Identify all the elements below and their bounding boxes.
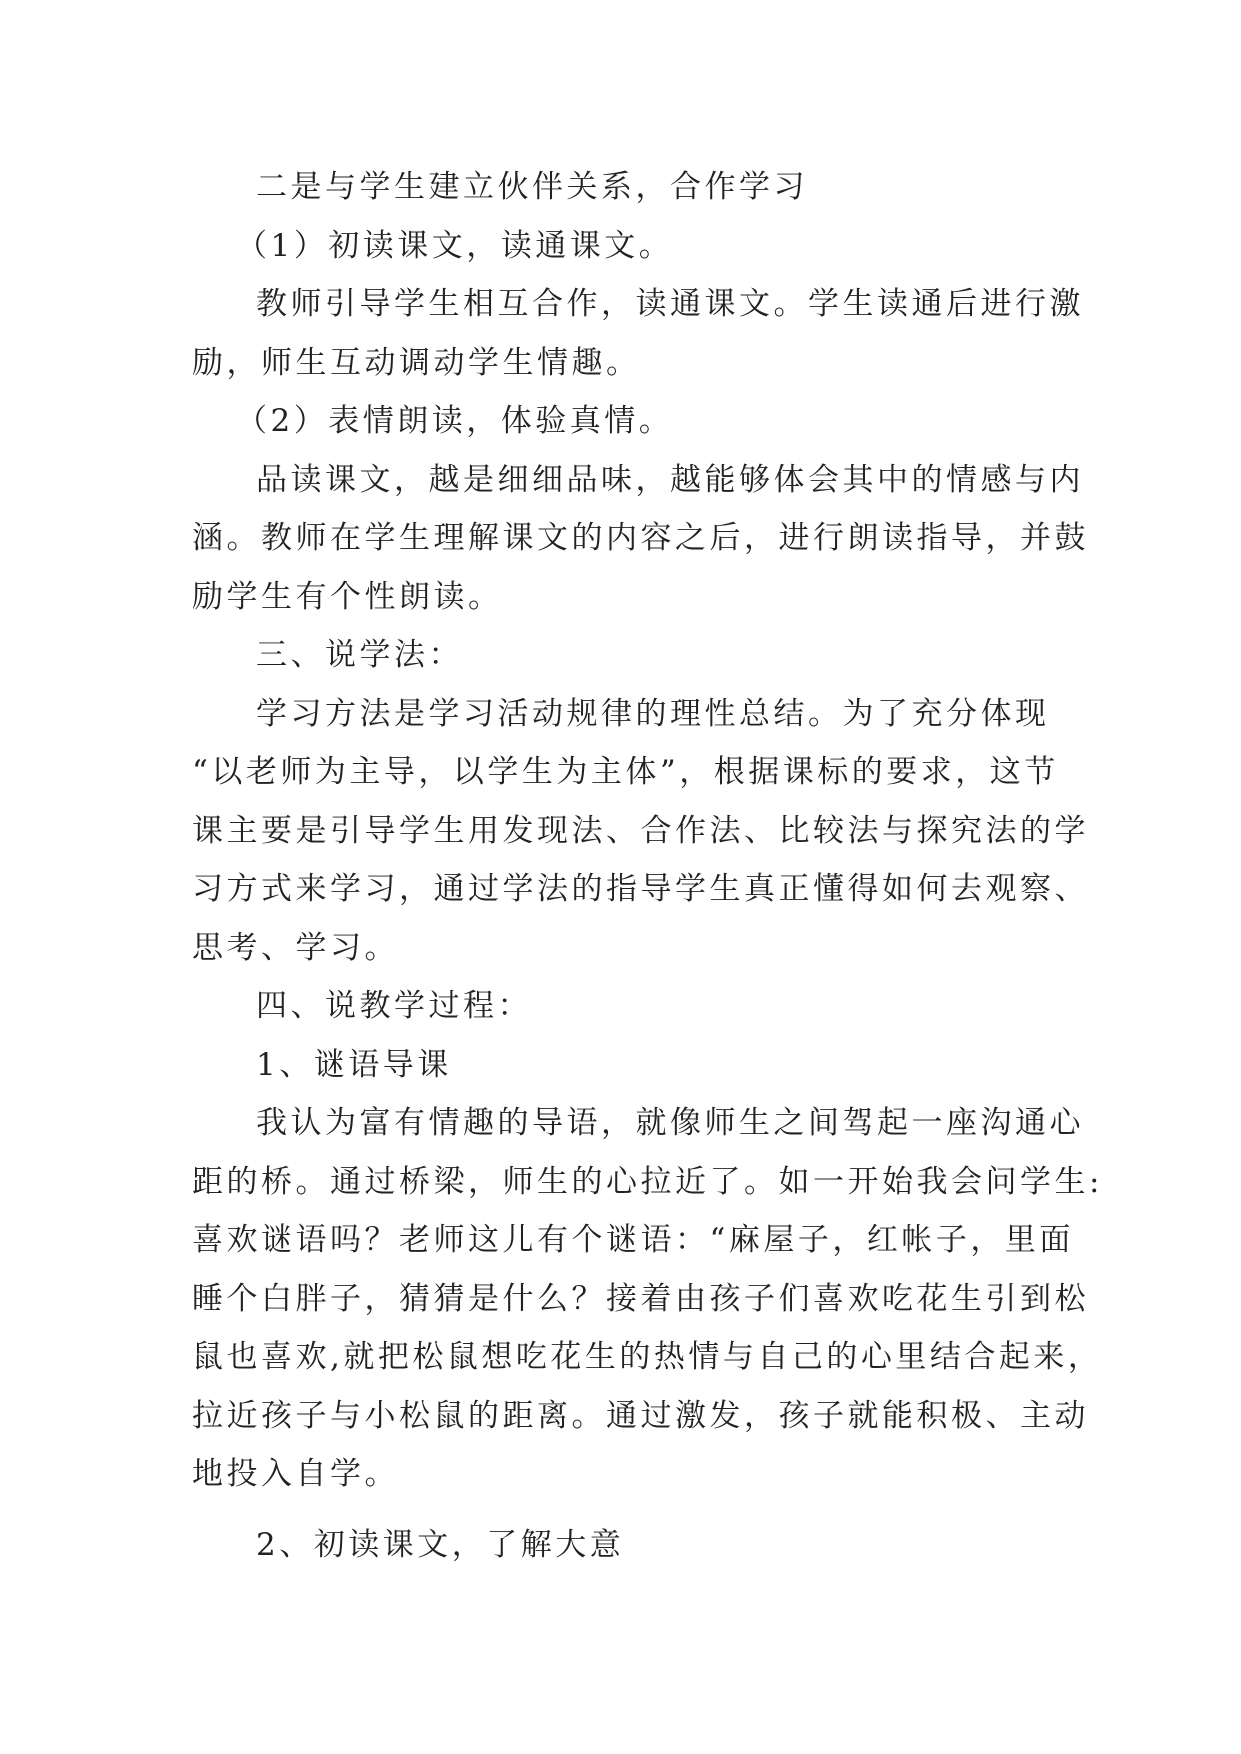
text-line: 习方式来学习，通过学法的指导学生真正懂得如何去观察、 [192,871,1089,907]
text-line: 励学生有个性朗读。 [192,578,503,615]
document-body [192,158,1103,1574]
text-line: 喜欢谜语吗？老师这儿有个谜语：“麻屋子，红帐子，里面 [192,1222,1074,1258]
text-line: （2）表情朗读，体验真情。 [236,403,674,439]
subsection-heading [192,1516,1062,1575]
paragraph [192,1094,1103,1504]
text-line: 学习方法是学习活动规律的理性总结。为了充分体现 [256,695,1050,732]
text-line: 励，师生互动调动学生情趣。 [192,344,641,381]
text-line: 我认为富有情趣的导语，就像师生之间驾起一座沟通心 [256,1105,1084,1141]
paragraph-gap [192,1504,1062,1516]
text-line: 拉近孩子与小松鼠的距离。通过激发，孩子就能积极、主动 [192,1397,1089,1434]
text-line: 1、谜语导课 [256,1046,452,1083]
paragraph [192,275,1084,392]
text-line: 距的桥。通过桥梁，师生的心拉近了。如一开始我会问学生: [192,1163,1103,1200]
text-line: 涵。教师在学生理解课文的内容之后，进行朗读指导，并鼓 [192,520,1089,556]
text-line: 睡个白胖子，猜猜是什么？接着由孩子们喜欢吃花生引到松 [192,1280,1089,1317]
text-line: 教师引导学生相互合作，读通课文。学生读通后进行激 [256,286,1084,322]
paragraph [192,392,1062,451]
section-heading [192,977,1062,1036]
paragraph [192,217,1062,276]
paragraph [192,685,1089,978]
text-line: （1）初读课文，读通课文。 [236,227,674,264]
text-line: 课主要是引导学生用发现法、合作法、比较法与探究法的学 [192,812,1089,849]
text-line: 地投入自学。 [192,1456,399,1492]
paragraph [192,158,1062,217]
text-line: “以老师为主导，以学生为主体”，根据课标的要求，这节 [192,754,1059,790]
text-line: 鼠也喜欢,就把松鼠想吃花生的热情与自己的心里结合起来， [192,1339,1103,1375]
text-line: 二是与学生建立伙伴关系，合作学习 [256,169,808,205]
subsection-heading [192,1036,1062,1095]
text-line: 四、说教学过程： [256,988,532,1024]
text-line: 2、初读课文，了解大意 [256,1526,625,1563]
paragraph [192,451,1089,627]
text-line: 思考、学习。 [192,929,399,966]
section-heading [192,626,1062,685]
text-line: 三、说学法： [256,637,463,673]
text-line: 品读课文，越是细细品味，越能够体会其中的情感与内 [256,461,1084,498]
